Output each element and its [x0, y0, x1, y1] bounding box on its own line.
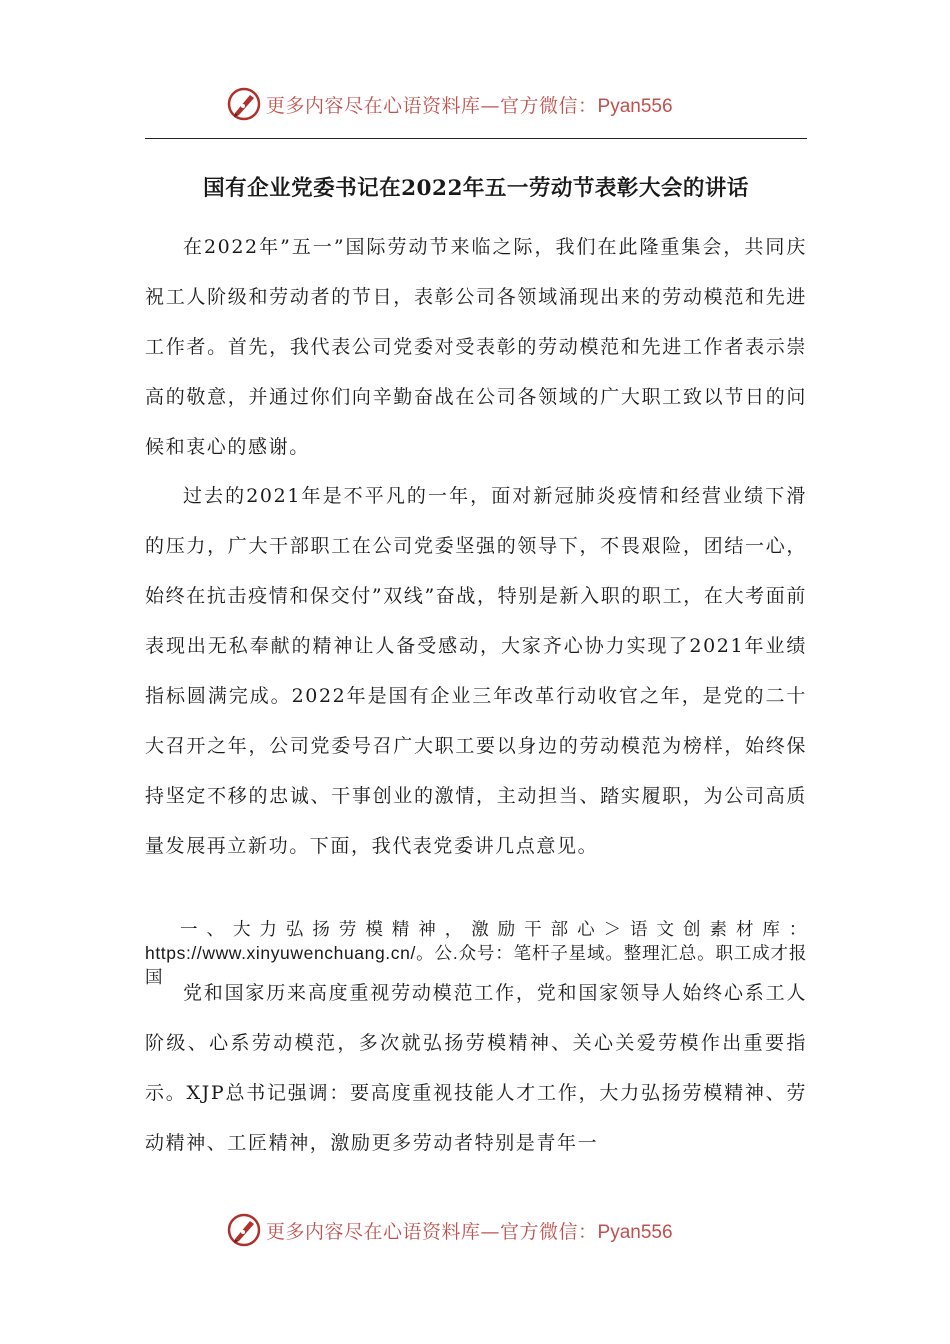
banner-text: 更多内容尽在心语资料库—官方微信：Pyan556 — [266, 95, 673, 117]
paragraph-3: 党和国家历来高度重视劳动模范工作，党和国家领导人始终心系工人阶级、心系劳动模范，多次就弘扬劳模精神、关心关爱劳模作出重要指示。XJP总书记强调：要高度重视技能人才工作，大力弘扬劳模精神、劳动精神、工匠精神，激励更多劳动者特别是青年一 — [145, 982, 807, 1154]
wechat-id: Pyan556 — [597, 1222, 673, 1243]
pen-logo-icon — [226, 86, 262, 122]
banner-text: 更多内容尽在心语资料库—官方微信：Pyan556 — [266, 1221, 673, 1243]
paragraph-2: 过去的2021年是不平凡的一年，面对新冠肺炎疫情和经营业绩下滑的压力，广大干部职工在公司党委坚强的领导下，不畏艰险，团结一心，始终在抗击疫情和保交付”双线”奋战，特别是新入职的职工，在大考面前表现出无私奉献的精神让人备受感动，大家齐心协力实现了2021年业绩指标圆满完成。2022年是国有企业三年改革行动收官之年，是党的二十大召开之年，公司党委号召广大职工要以身边的劳动模范为榜样，始终保持坚定不移的忠诚、干事创业的激情，主动担当、踏实履职，为公司高质量发展再立新功。下面，我代表党委讲几点意见。 — [145, 485, 807, 857]
header-divider — [145, 138, 807, 139]
header-banner — [0, 84, 950, 124]
wechat-id: Pyan556 — [597, 96, 673, 117]
paragraph-1: 在2022年”五一”国际劳动节来临之际，我们在此隆重集会，共同庆祝工人阶级和劳动者的节日，表彰公司各领域涌现出来的劳动模范和先进工作者。首先，我代表公司党委对受表彰的劳动模范和先进工作者表示崇高的敬意，并通过你们向辛勤奋战在公司各领域的广大职工致以节日的问候和衷心的感谢。 — [145, 236, 807, 458]
pen-logo-icon — [226, 1212, 262, 1248]
section-heading: 一、大力弘扬劳模精神，激励干部心＞语文创素材库：https://www.xinyuwenchuang.cn/。公.众号：笔杆子星域。整理汇总。职工成才报国 — [145, 919, 807, 987]
footer-banner — [0, 1210, 950, 1250]
document-title: 国有企业党委书记在2022年五一劳动节表彰大会的讲话 — [203, 176, 749, 201]
